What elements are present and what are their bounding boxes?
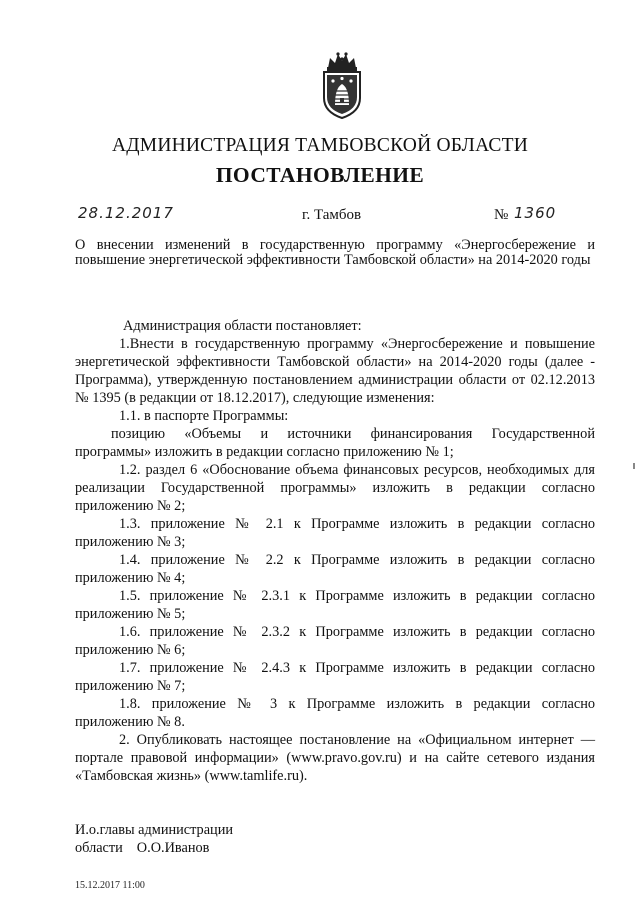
item-1-1: 1.1. в паспорте Программы: <box>119 408 289 424</box>
document-city: г. Тамбов <box>302 207 362 223</box>
scan-mark <box>633 463 635 469</box>
document-date: 28.12.2017 <box>78 204 174 222</box>
item-1-8: 1.8. приложение № 3 к Программе изложить в редакции согласно приложению № 8. <box>75 696 595 730</box>
item-1-6: 1.6. приложение № 2.3.2 к Программе изложить в редакции согласно приложению № 6; <box>75 624 595 658</box>
item-1-2: 1.2. раздел 6 «Обоснование объема финансовых ресурсов, необходимых для реализации Государственной программы» изложить в редакции согласно приложению № 2; <box>75 462 595 514</box>
item-1-1-text: позицию «Объемы и источники финансирования Государственной программы» изложить в редакции согласно приложению № 1; <box>75 426 595 460</box>
document-number: 1360 <box>514 204 557 222</box>
item-1: 1.Внести в государственную программу «Энергосбережение и повышение энергетической эффективности Тамбовской области» на 2014-2020 годы (далее - Программа), утвержденную постановлением администрации области от 02.12.2013 № 1395 (в редакции от 18.12.2017), следующие изменения: <box>75 336 595 406</box>
coat-of-arms-icon <box>318 50 366 120</box>
signature-position-line2: области <box>75 840 123 856</box>
signature-position: И.о.главы администрации <box>75 822 234 838</box>
document-body <box>75 317 595 785</box>
document-type-title: ПОСТАНОВЛЕНИЕ <box>215 163 425 187</box>
organization-name: АДМИНИСТРАЦИЯ ТАМБОВСКОЙ ОБЛАСТИ <box>112 135 528 156</box>
document-subject: О внесении изменений в государственную программу «Энергосбережение и повышение энергетической эффективности Тамбовской области» на 2014-2020 годы <box>75 237 595 268</box>
item-1-3: 1.3. приложение № 2.1 к Программе изложить в редакции согласно приложению № 3; <box>75 516 595 550</box>
signature-name: О.О.Иванов <box>136 840 210 856</box>
body-intro: Администрация области постановляет: <box>123 318 362 334</box>
item-1-4: 1.4. приложение № 2.2 к Программе изложить в редакции согласно приложению № 4; <box>75 552 595 586</box>
item-2: 2. Опубликовать настоящее постановление на «Официальном интернет — портале правовой информации» (www.pravo.gov.ru) и на сайте сетевого издания «Тамбовская жизнь» (www.tamlife.ru). <box>75 732 595 784</box>
footer-timestamp: 15.12.2017 11:00 <box>75 880 145 891</box>
signature-block <box>75 821 233 857</box>
item-1-5: 1.5. приложение № 2.3.1 к Программе изложить в редакции согласно приложению № 5; <box>75 588 595 622</box>
item-1-7: 1.7. приложение № 2.4.3 к Программе изложить в редакции согласно приложению № 7; <box>75 660 595 694</box>
document-number-label: № <box>494 207 509 223</box>
